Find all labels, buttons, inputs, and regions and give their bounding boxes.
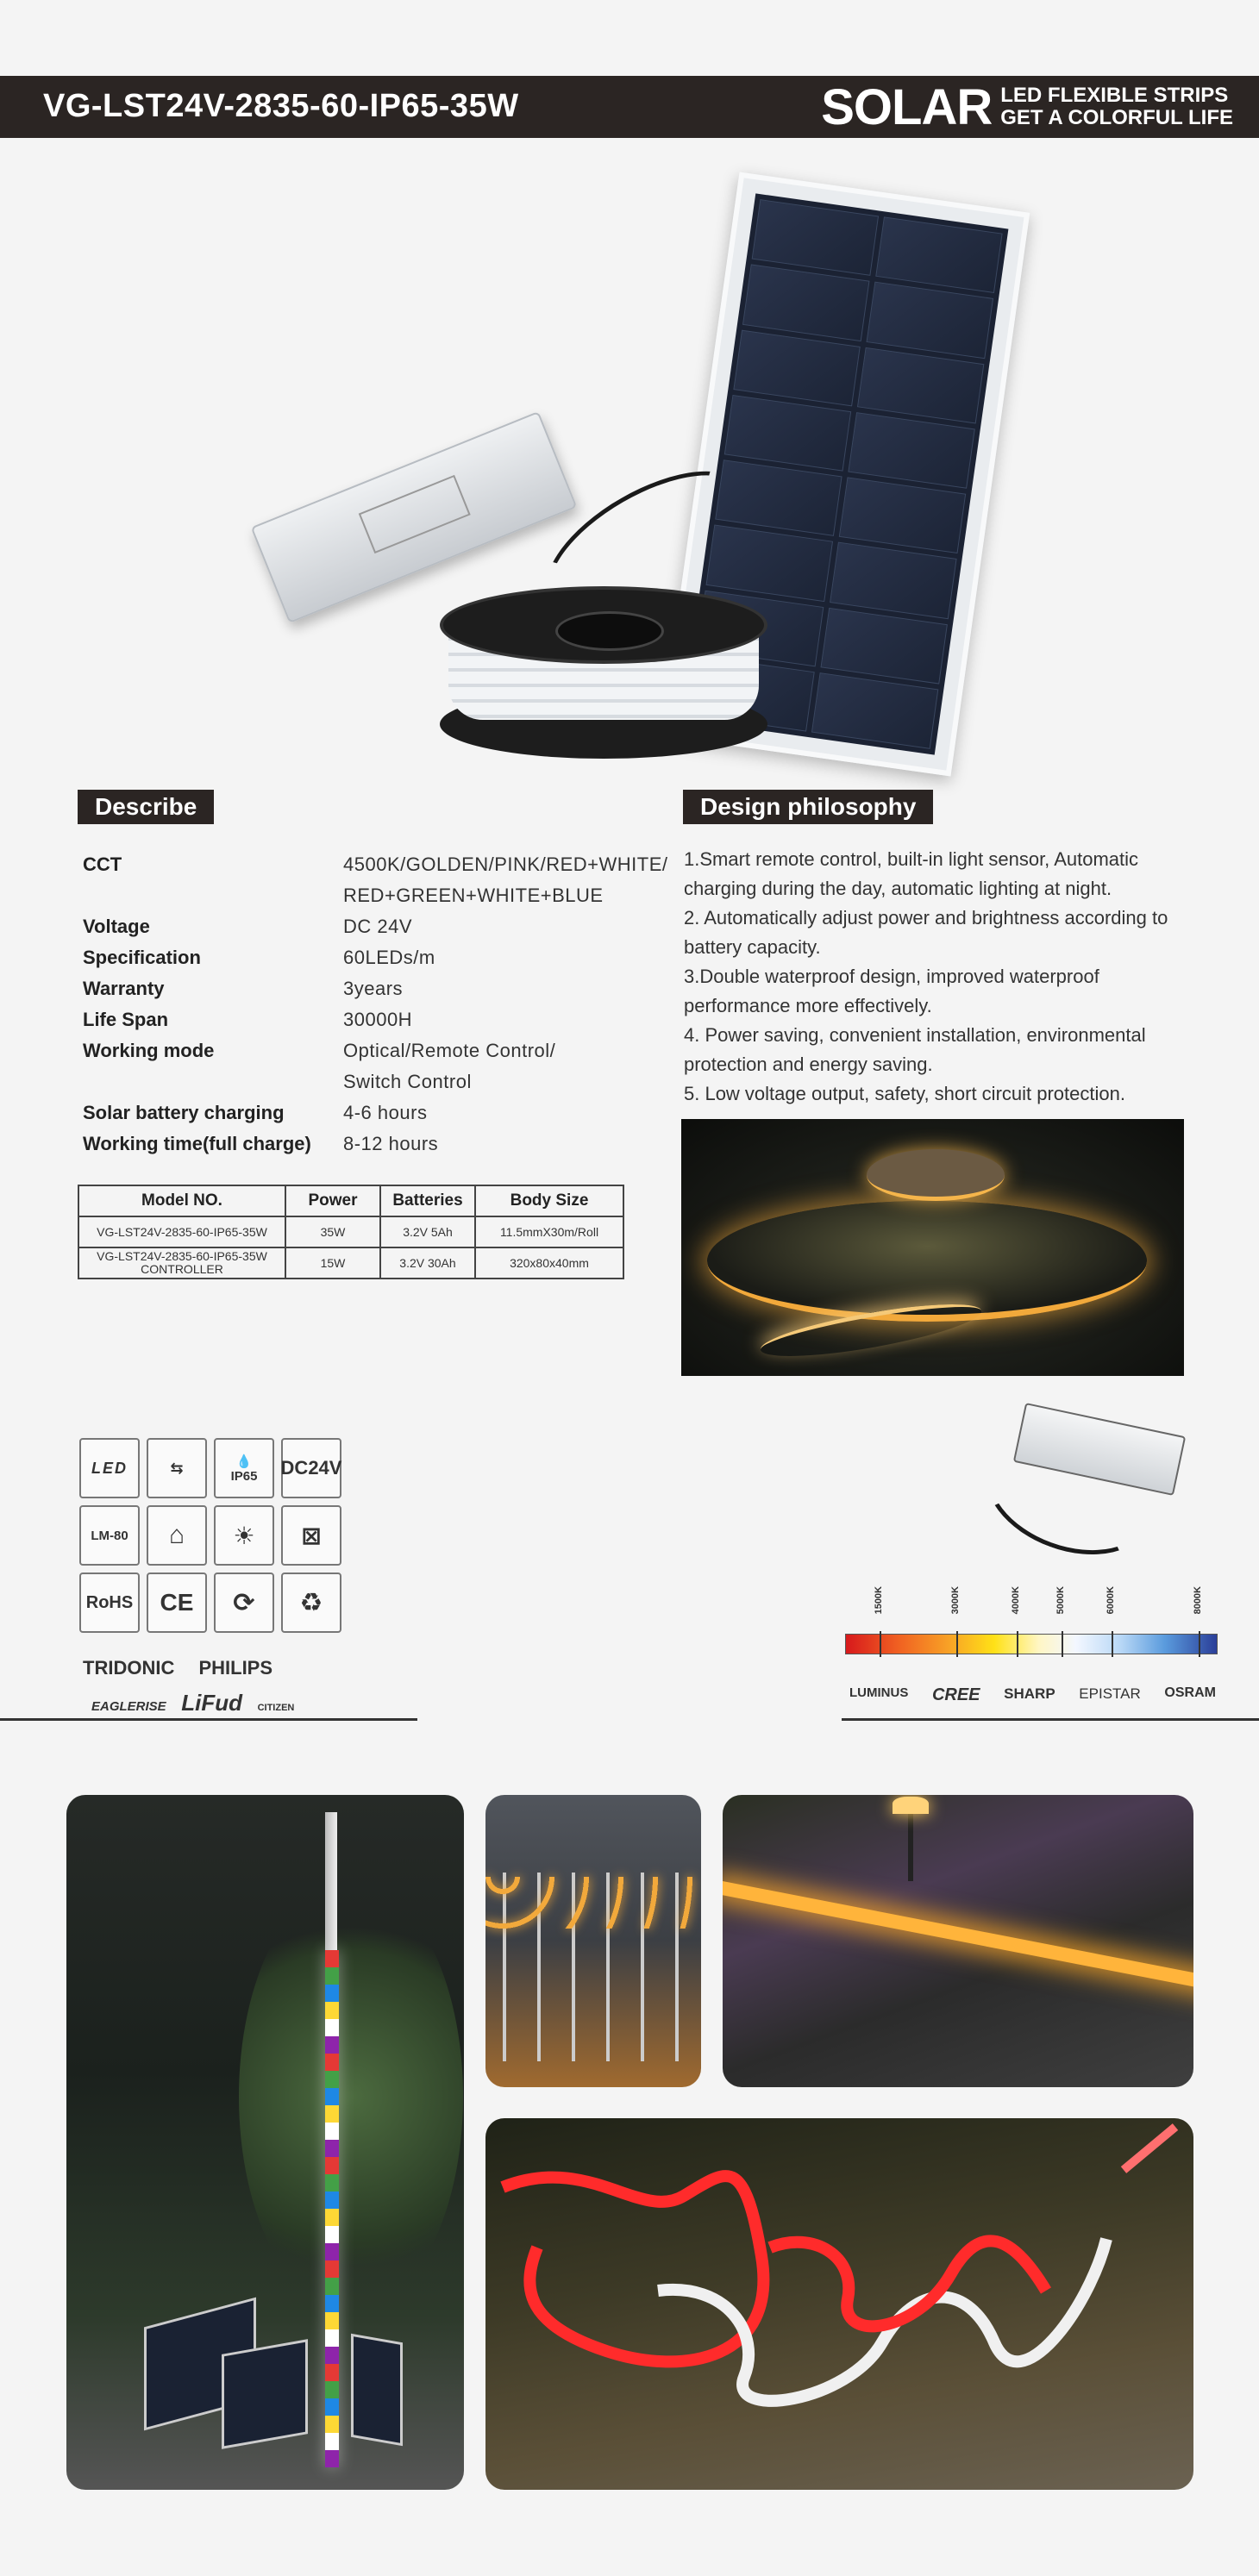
lm80-icon: LM-80 xyxy=(79,1505,140,1566)
color-temperature-bar xyxy=(845,1634,1218,1654)
brand-eaglerise: EAGLERISE xyxy=(91,1699,166,1714)
spec-row-lifespan xyxy=(83,1004,678,1035)
color-temperature-scale xyxy=(845,1586,1218,1655)
brand-tagline-1: LED FLEXIBLE STRIPS xyxy=(1000,84,1229,107)
philosophy-item: 4. Power saving, convenient installation, environmental protection and energy saving. xyxy=(684,1024,1146,1075)
brand-lifud: LiFud xyxy=(181,1690,243,1716)
lamp-icon: ☀ xyxy=(214,1505,274,1566)
spec-row-voltage xyxy=(83,911,678,942)
spec-key: Warranty xyxy=(83,978,165,999)
divider-left xyxy=(0,1718,417,1721)
spec-key: Solar battery charging xyxy=(83,1102,285,1123)
header-bar xyxy=(0,76,1259,138)
gallery-photo-ground xyxy=(485,2118,1193,2490)
led-icon: LED xyxy=(79,1438,140,1498)
ct-tick-label: 8000K xyxy=(1193,1586,1203,1615)
table-cell: 320x80x40mm xyxy=(475,1247,623,1279)
spec-row-warranty xyxy=(83,973,678,1004)
table-cell: 3.2V 30Ah xyxy=(380,1247,475,1279)
table-header: Power xyxy=(285,1185,380,1216)
recycle-icon: ♻ xyxy=(281,1572,341,1633)
indoor-icon: ⌂ xyxy=(147,1505,207,1566)
table-cell: 35W xyxy=(285,1216,380,1247)
rohs-icon: RoHS xyxy=(79,1572,140,1633)
philosophy-item: 5. Low voltage output, safety, short circuit protection. xyxy=(684,1083,1125,1104)
spec-row-working-time xyxy=(83,1129,678,1160)
model-table xyxy=(78,1185,624,1279)
spec-key: Life Span xyxy=(83,1009,169,1030)
spec-row-working-mode xyxy=(83,1035,678,1097)
model-number: VG-LST24V-2835-60-IP65-35W xyxy=(43,88,519,124)
brand-epistar: EPISTAR xyxy=(1079,1685,1141,1702)
brand-luminus: LUMINUS xyxy=(849,1685,909,1700)
table-header: Model NO. xyxy=(78,1185,285,1216)
spec-row-charging xyxy=(83,1097,678,1129)
spec-value: 4-6 hours xyxy=(343,1102,428,1123)
certification-icons xyxy=(79,1438,347,1633)
fountain-photo xyxy=(681,1119,1184,1376)
table-header: Batteries xyxy=(380,1185,475,1216)
spec-key: Working time(full charge) xyxy=(83,1133,311,1154)
brand-row-1 xyxy=(83,1657,272,1679)
spec-list xyxy=(83,849,678,1160)
philosophy-item: 2. Automatically adjust power and brightness according to battery capacity. xyxy=(684,907,1168,958)
philosophy-title: Design philosophy xyxy=(683,790,933,824)
led-strip-reel-image xyxy=(440,586,767,759)
brand-philips: PHILIPS xyxy=(198,1657,273,1679)
spec-key: Voltage xyxy=(83,916,150,937)
spec-value: 4500K/GOLDEN/PINK/RED+WHITE/ RED+GREEN+WHITE+BLUE xyxy=(343,853,668,906)
spec-key: Working mode xyxy=(83,1040,215,1061)
philosophy-item: 3.Double waterproof design, improved waterproof performance more effectively. xyxy=(684,966,1099,1016)
brand-sharp: SHARP xyxy=(1004,1685,1055,1702)
philosophy-list xyxy=(684,845,1201,1109)
brand-row-2 xyxy=(91,1690,294,1716)
spec-value: 60LEDs/m xyxy=(343,947,435,968)
spec-row-cct xyxy=(83,849,678,911)
gallery-photo-fence xyxy=(485,1795,701,2087)
spec-value: 30000H xyxy=(343,1009,413,1030)
brand-tagline-2: GET A COLORFUL LIFE xyxy=(1000,106,1233,129)
divider-right xyxy=(842,1718,1259,1721)
table-header: Body Size xyxy=(475,1185,623,1216)
brand-logo xyxy=(821,78,1233,135)
spec-row-specification xyxy=(83,942,678,973)
brand-citizen: CITIZEN xyxy=(257,1703,295,1713)
brand-row-right xyxy=(849,1685,1216,1705)
refresh-icon: ⟳ xyxy=(214,1572,274,1633)
spec-key: CCT xyxy=(83,853,122,875)
table-cell: VG-LST24V-2835-60-IP65-35W CONTROLLER xyxy=(78,1247,285,1279)
spec-key: Specification xyxy=(83,947,201,968)
table-header-row xyxy=(78,1185,623,1216)
spec-value: 8-12 hours xyxy=(343,1133,439,1154)
ct-tick-label: 6000K xyxy=(1106,1586,1116,1615)
table-cell: 15W xyxy=(285,1247,380,1279)
dc24v-icon: DC24V xyxy=(281,1438,341,1498)
table-cell: 3.2V 5Ah xyxy=(380,1216,475,1247)
ct-tick-label: 3000K xyxy=(950,1586,961,1615)
ip65-icon: 💧 IP65 xyxy=(214,1438,274,1498)
dimension-icon: ⇆ xyxy=(147,1438,207,1498)
describe-title: Describe xyxy=(78,790,214,824)
table-row xyxy=(78,1216,623,1247)
ce-icon: CE xyxy=(147,1572,207,1633)
spec-value: 3years xyxy=(343,978,404,999)
brand-tagline xyxy=(1000,84,1233,129)
ct-tick-label: 5000K xyxy=(1055,1586,1066,1615)
table-row xyxy=(78,1247,623,1279)
brand-tridonic: TRIDONIC xyxy=(83,1657,175,1679)
gallery-photo-curb xyxy=(723,1795,1193,2087)
spec-value: DC 24V xyxy=(343,916,413,937)
table-cell: 11.5mmX30m/Roll xyxy=(475,1216,623,1247)
brand-osram: OSRAM xyxy=(1164,1685,1216,1700)
table-cell: VG-LST24V-2835-60-IP65-35W xyxy=(78,1216,285,1247)
spec-value: Optical/Remote Control/ Switch Control xyxy=(343,1040,556,1092)
ct-tick-label: 1500K xyxy=(874,1586,884,1615)
ct-tick-label: 4000K xyxy=(1011,1586,1021,1615)
brand-solar: SOLAR xyxy=(821,78,993,135)
gallery-photo-tree xyxy=(66,1795,464,2490)
product-hero-image xyxy=(250,181,1026,776)
brand-cree: CREE xyxy=(931,1685,980,1704)
no-trash-icon: ⊠ xyxy=(281,1505,341,1566)
philosophy-item: 1.Smart remote control, built-in light sensor, Automatic charging during the day, automatic lighting at night. xyxy=(684,848,1139,899)
